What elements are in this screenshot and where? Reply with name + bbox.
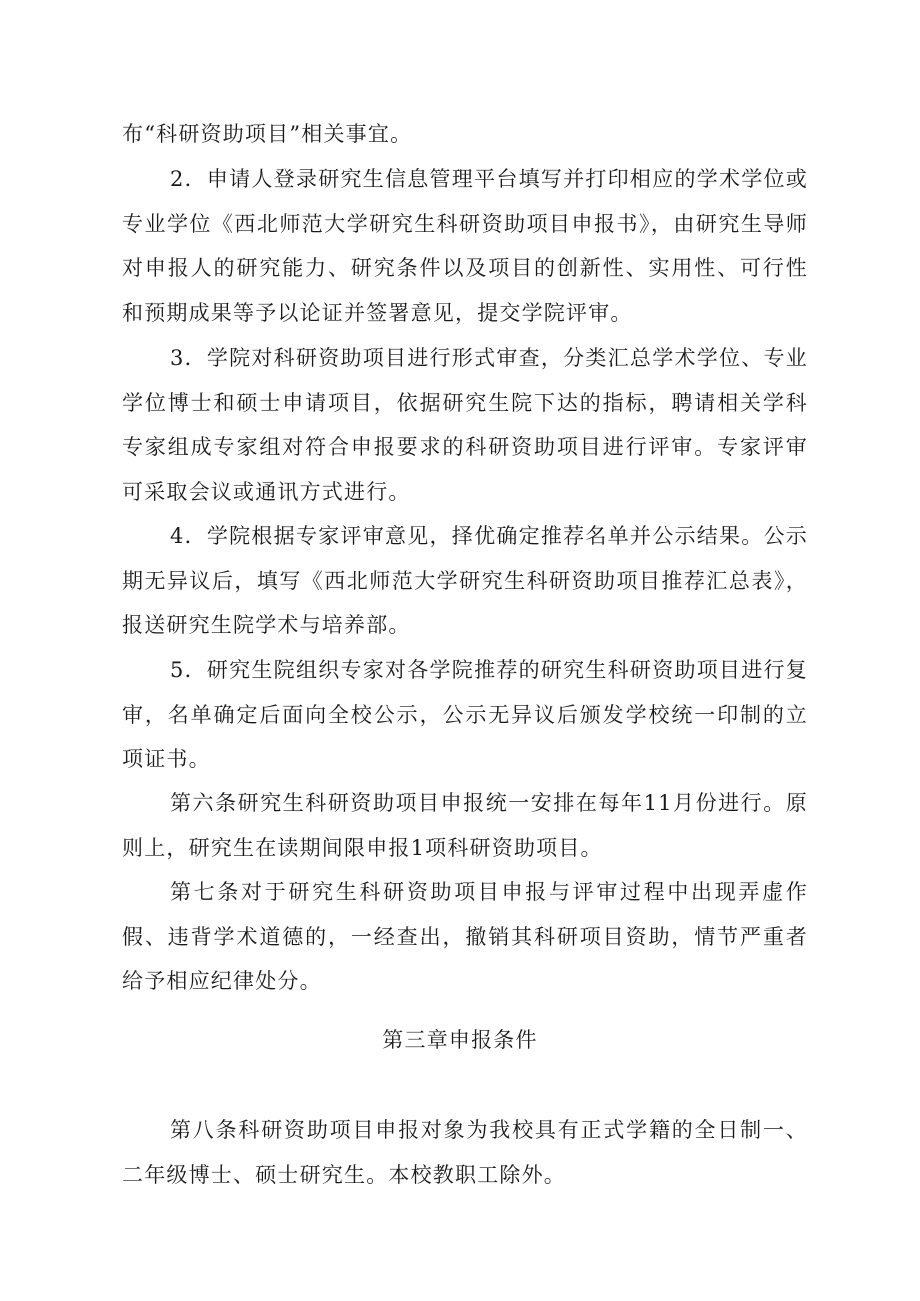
paragraph-item-4: 4．学院根据专家评审意见，择优确定推荐名单并公示结果。公示期无异议后，填写《西北师范大学研究生科研资助项目推荐汇总表》，报送研究生院学术与培养部。 — [122, 524, 808, 637]
paragraph-article-6: 第六条研究生科研资助项目申报统一安排在每年11月份进行。原则上，研究生在读期间限申报1项科研资助项目。 — [122, 791, 808, 860]
paragraph-article-7: 第七条对于研究生科研资助项目申报与评审过程中出现弄虚作假、违背学术道德的，一经查出，撤销其科研项目资助，情节严重者给予相应纪律处分。 — [122, 880, 808, 993]
paragraph-item-5: 5．研究生院组织专家对各学院推荐的研究生科研资助项目进行复审，名单确定后面向全校公示，公示无异议后颁发学校统一印制的立项证书。 — [122, 658, 808, 771]
paragraph-article-8: 第八条科研资助项目申报对象为我校具有正式学籍的全日制一、二年级博士、硕士研究生。本校教职工除外。 — [122, 1118, 808, 1187]
chapter-heading: 第三章申报条件 — [382, 1028, 538, 1052]
paragraph-item-2: 2．申请人登录研究生信息管理平台填写并打印相应的学术学位或专业学位《西北师范大学研究生科研资助项目申报书》，由研究生导师对申报人的研究能力、研究条件以及项目的创新性、实用性、可行性和预期成果等予以论证并签署意见，提交学院评审。 — [122, 167, 808, 325]
paragraph-item-3: 3．学院对科研资助项目进行形式审查，分类汇总学术学位、专业学位博士和硕士申请项目，依据研究生院下达的指标，聘请相关学科专家组成专家组对符合申报要求的科研资助项目进行评审。专家评审可采取会议或通讯方式进行。 — [122, 346, 808, 504]
paragraph-continuation: 布“科研资助项目”相关事宜。 — [122, 122, 413, 146]
